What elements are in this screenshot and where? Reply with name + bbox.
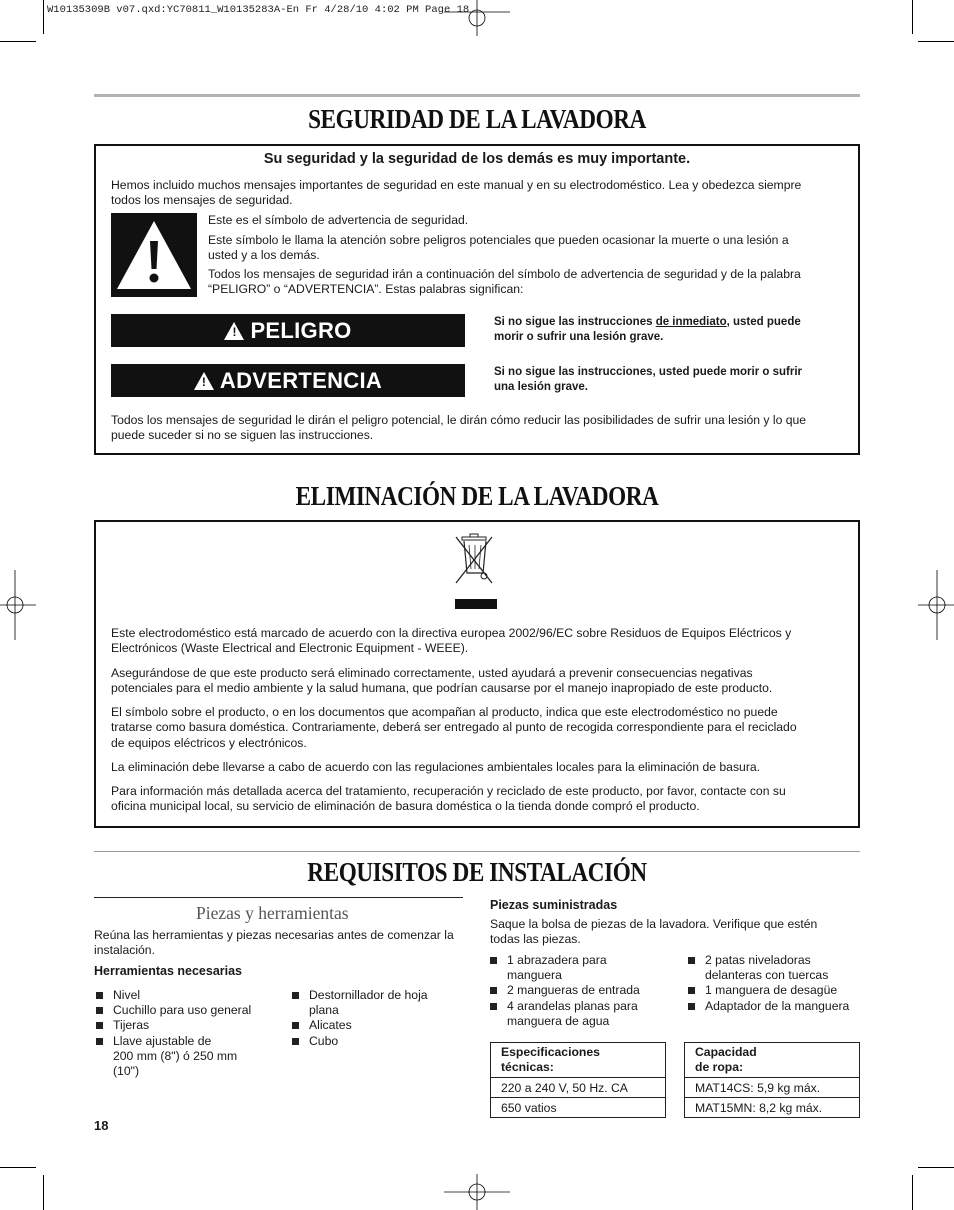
safety-attention-text: Este símbolo le llama la atención sobre peligros potenciales que pueden ocasionar la muerte o una lesión a usted y a los demás. [208, 233, 789, 263]
spec-row: 650 vatios [491, 1098, 666, 1118]
list-item: 2 mangueras de entrada [488, 983, 668, 998]
capacity-row: MAT14CS: 5,9 kg máx. [685, 1078, 860, 1098]
parts-list-2 [686, 953, 866, 1014]
list-item: Cubo [290, 1034, 460, 1049]
list-item: 4 arandelas planas para manguera de agua [488, 999, 668, 1029]
list-item: Llave ajustable de 200 mm (8") ó 250 mm (10") [94, 1034, 284, 1080]
capacity-table [684, 1042, 860, 1118]
disposal-paragraph-1: Este electrodoméstico está marcado de acuerdo con la directiva europea 2002/96/EC sobre Residuos de Equipos Eléctricos y Electrónicos (Waste Electrical and Electronic Equipment - WEEE). [111, 626, 792, 656]
safety-closing: Todos los mensajes de seguridad le dirán el peligro potencial, le dirán cómo reducir las posibilidades de sufrir una lesión y lo que puede suceder si no se siguen las instrucciones. [111, 413, 807, 443]
list-item: Cuchillo para uso general [94, 1003, 284, 1018]
warning-triangle-icon: ! [224, 322, 244, 340]
safety-title: SEGURIDAD DE LA LAVADORA [308, 104, 646, 134]
top-rule [94, 94, 860, 97]
install-title: REQUISITOS DE INSTALACIÓN [307, 857, 647, 887]
capacity-row: MAT15MN: 8,2 kg máx. [685, 1098, 860, 1118]
spec-row: 220 a 240 V, 50 Hz. CA [491, 1078, 666, 1098]
weee-crossed-bin-icon [452, 533, 500, 611]
safety-symbol-desc: Este es el símbolo de advertencia de seguridad. [208, 213, 469, 227]
list-item: Tijeras [94, 1018, 284, 1033]
safety-subtitle: Su seguridad y la seguridad de los demás es muy importante. [263, 151, 691, 167]
advertencia-banner: ! ADVERTENCIA [111, 364, 465, 397]
registration-mark-bottom [444, 1170, 510, 1210]
section-rule [94, 897, 463, 898]
disposal-paragraph-4: La eliminación debe llevarse a cabo de acuerdo con las regulaciones ambientales locales para la eliminación de basura. [111, 760, 761, 774]
list-item: 1 abrazadera para manguera [488, 953, 668, 983]
tools-list-1 [94, 988, 284, 1079]
list-item: Nivel [94, 988, 284, 1003]
warning-triangle-icon: ! [194, 372, 214, 390]
safety-intro: Hemos incluido muchos mensajes importantes de seguridad en este manual y en su electrodoméstico. Lea y obedezca siempre todos los mensajes de seguridad. [111, 178, 802, 208]
page-number: 18 [94, 1118, 109, 1133]
section-title: Piezas y herramientas [196, 903, 349, 923]
safety-follow-text: Todos los mensajes de seguridad irán a continuación del símbolo de advertencia de seguridad y de la palabra “PELIGRO” o “ADVERTENCIA”. Estas palabras significan: [208, 267, 801, 297]
disposal-paragraph-2: Asegurándose de que este producto será eliminado correctamente, usted ayudará a prevenir consecuencias negativas potenciales para el medio ambiente y la salud humana, que podrían causarse por el manejo inapropiado de este producto. [111, 666, 773, 696]
peligro-text: Si no sigue las instrucciones de inmediato, usted puede morir o sufrir una lesión grave. [494, 316, 801, 343]
list-item: Destornillador de hoja plana [290, 988, 460, 1018]
print-slug: W10135309B v07.qxd:YC70811_W10135283A-En Fr 4/28/10 4:02 PM Page 18 [47, 4, 470, 16]
parts-heading: Piezas suministradas [490, 898, 618, 912]
peligro-banner: ! PELIGRO [111, 314, 465, 347]
safety-alert-symbol-icon [111, 213, 197, 297]
parts-list-1 [488, 953, 668, 1029]
spec-table [490, 1042, 666, 1118]
list-item: 1 manguera de desagüe [686, 983, 866, 998]
tools-heading: Herramientas necesarias [94, 964, 243, 978]
install-rule [94, 851, 860, 852]
advertencia-text: Si no sigue las instrucciones, usted puede morir o sufrir una lesión grave. [494, 366, 803, 393]
registration-mark-right [914, 570, 954, 640]
list-item: Adaptador de la manguera [686, 999, 866, 1014]
disposal-title: ELIMINACIÓN DE LA LAVADORA [295, 481, 659, 511]
capacity-header: Capacidad de ropa: [685, 1043, 860, 1078]
list-item: 2 patas niveladoras delanteras con tuercas [686, 953, 866, 983]
spec-header: Especificaciones técnicas: [491, 1043, 666, 1078]
parts-intro: Saque la bolsa de piezas de la lavadora. Verifique que estén todas las piezas. [490, 917, 818, 947]
disposal-paragraph-5: Para información más detallada acerca del tratamiento, recuperación y reciclado de este producto, por favor, contacte con su oficina municipal local, su servicio de eliminación de basura doméstica o la tienda donde compró el producto. [111, 784, 786, 814]
disposal-paragraph-3: El símbolo sobre el producto, o en los documentos que acompañan al producto, indica que este electrodoméstico no puede tratarse como basura doméstica. Contrariamente, deberá ser entregado al punto de recogida correspondiente para el reciclado de equipos eléctricos y electrónicos. [111, 705, 797, 750]
registration-mark-left [0, 570, 40, 640]
list-item: Alicates [290, 1018, 460, 1033]
install-intro: Reúna las herramientas y piezas necesarias antes de comenzar la instalación. [94, 928, 454, 958]
registration-mark-top [444, 0, 510, 40]
tools-list-2 [290, 988, 460, 1049]
